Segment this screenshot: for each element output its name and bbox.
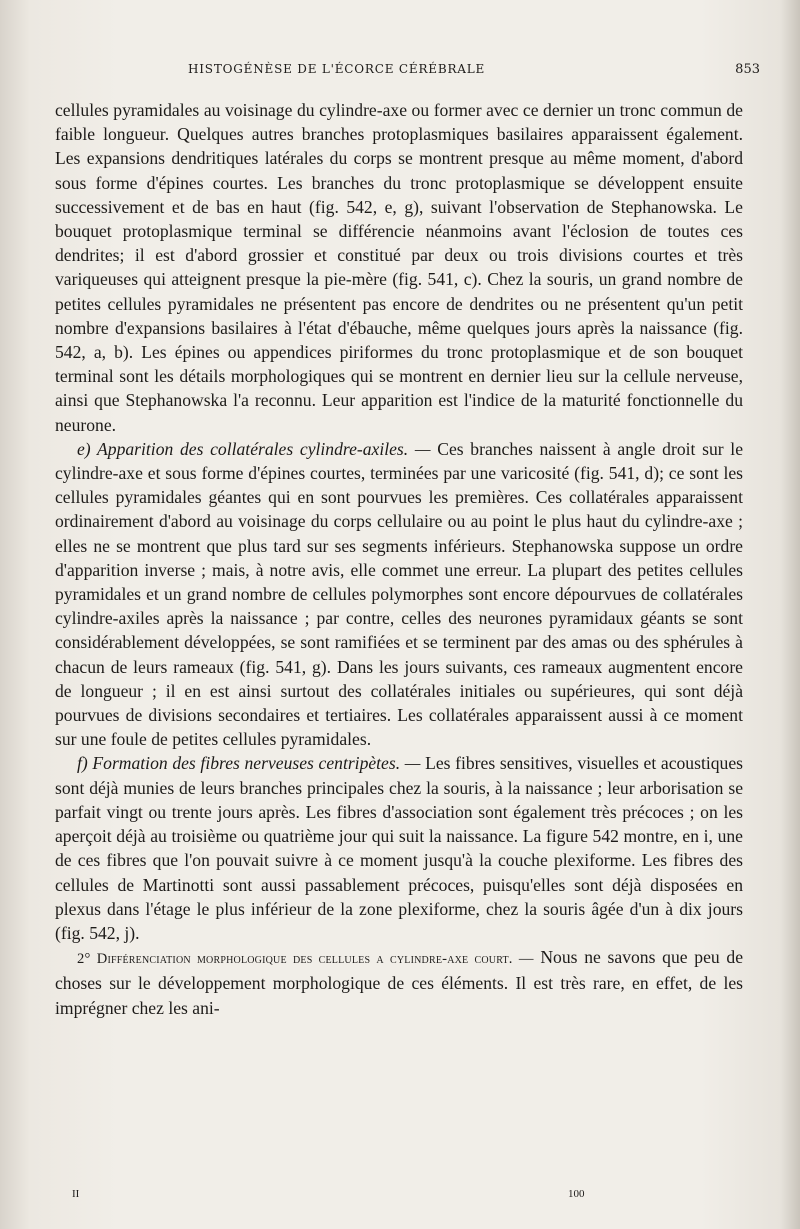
- paragraph-text: cellules pyramidales au voisinage du cylindre-axe ou former avec ce dernier un tronc commun de faible longueur. Quelques autres branches protoplasmiques basilaires apparaissent également. Les expansions dendritiques latérales du corps se montrent presque au même moment, d'abord sous forme d'épines courtes. Les branches du tronc protoplasmique se développent ensuite successivement et de bas en haut (fig. 542, e, g), suivant l'observation de Stephanowska. Le bouquet protoplasmique terminal se différencie néanmoins avant l'éclosion de toutes ces dendrites; il est d'abord grossier et constitué par deux ou trois divisions courtes et très variqueuses qui atteignent presque la pie-mère (fig. 541, c). Chez la souris, un grand nombre de petites cellules pyramidales ne présentent pas encore de dendrites ou ne présentent qu'un petit nombre d'expansions basilaires à l'état d'ébauche, même quelques jours après la naissance (fig. 542, a, b). Les épines ou appendices piriformes du tronc protoplasmique et de son bouquet terminal sont les détails morphologiques qui se montrent en dernier lieu sur la cellule nerveuse, ainsi que Stephanowska l'a reconnu. Leur apparition est l'indice de la maturité fonctionnelle du neurone.: [55, 100, 743, 435]
- paragraph-dendrites: [55, 98, 743, 437]
- paragraph-collaterales: [55, 437, 743, 752]
- section-lead-e: e) Apparition des collatérales cylindre-axiles. —: [77, 438, 431, 459]
- body-text: [55, 98, 743, 1020]
- page-header: [60, 62, 760, 84]
- paragraph-text: Les fibres sensitives, visuelles et acoustiques sont déjà munies de leurs branches principales chez la souris, à la naissance ; leur arborisation se parfait vingt ou trente jours après. Les fibres d'association sont également très précoces ; on les aperçoit déjà au troisième ou quatrième jour qui suit la naissance. La figure 542 montre, en i, une de ces fibres que l'on pouvait suivre à ce moment jusqu'à la couche plexiforme. Les fibres des cellules de Martinotti sont aussi passablement précoces, puisqu'elles sont déjà disposées en plexus dans l'étage le plus inférieur de la zone plexiforme, chez la souris âgée d'un à dix jours (fig. 542, j).: [55, 753, 743, 943]
- page-number: 853: [735, 62, 760, 77]
- paragraph-fibres-centripetes: [55, 751, 743, 945]
- paragraph-text: Ces branches naissent à angle droit sur le cylindre-axe et sous forme d'épines courtes, terminées par une varicosité (fig. 541, d); ce sont les cellules pyramidales géantes qui en sont pourvues les premières. Ces collatérales apparaissent ordinairement d'abord au voisinage du corps cellulaire ou au point le plus haut du cylindre-axe ; elles ne se montrent que plus tard sur ses segments inférieurs. Stephanowska suppose un ordre d'apparition inverse ; mais, à notre avis, elle commet une erreur. La plupart des petites cellules pyramidales et un grand nombre de cellules polymorphes sont encore dépourvues de collatérales cylindre-axiles après la naissance ; par contre, celles des neurones pyramidaux géants se sont considérablement développées, se sont ramifiées et se terminent par des amas ou des sphérules à chacun de leurs rameaux (fig. 541, g). Dans les jours suivants, ces rameaux augmentent encore de longueur ; il en est ainsi surtout des collatérales initiales ou supérieures, qui sont déjà pourvues de divisions secondaires et tertiaires. Les collatérales apparaissent aussi à ce moment sur une foule de petites cellules pyramidales.: [55, 438, 744, 750]
- running-title: HISTOGÉNÈSE DE L'ÉCORCE CÉRÉBRALE: [188, 62, 486, 76]
- signature-mark: II: [72, 1188, 80, 1200]
- section-lead-f: f) Formation des fibres nerveuses centripètes. —: [77, 753, 421, 774]
- section-heading-2: 2° Différenciation morphologique des cellules a cylindre-axe court. —: [77, 951, 534, 968]
- paragraph-cylindre-axe-court: [55, 945, 743, 1020]
- folio-number: 100: [568, 1188, 585, 1200]
- paragraph-text: Nous ne savons que peu de choses sur le développement morphologique de ces éléments. Il est très rare, en effet, de les imprégner chez les ani-: [55, 947, 744, 1018]
- page-footer: [60, 1188, 750, 1208]
